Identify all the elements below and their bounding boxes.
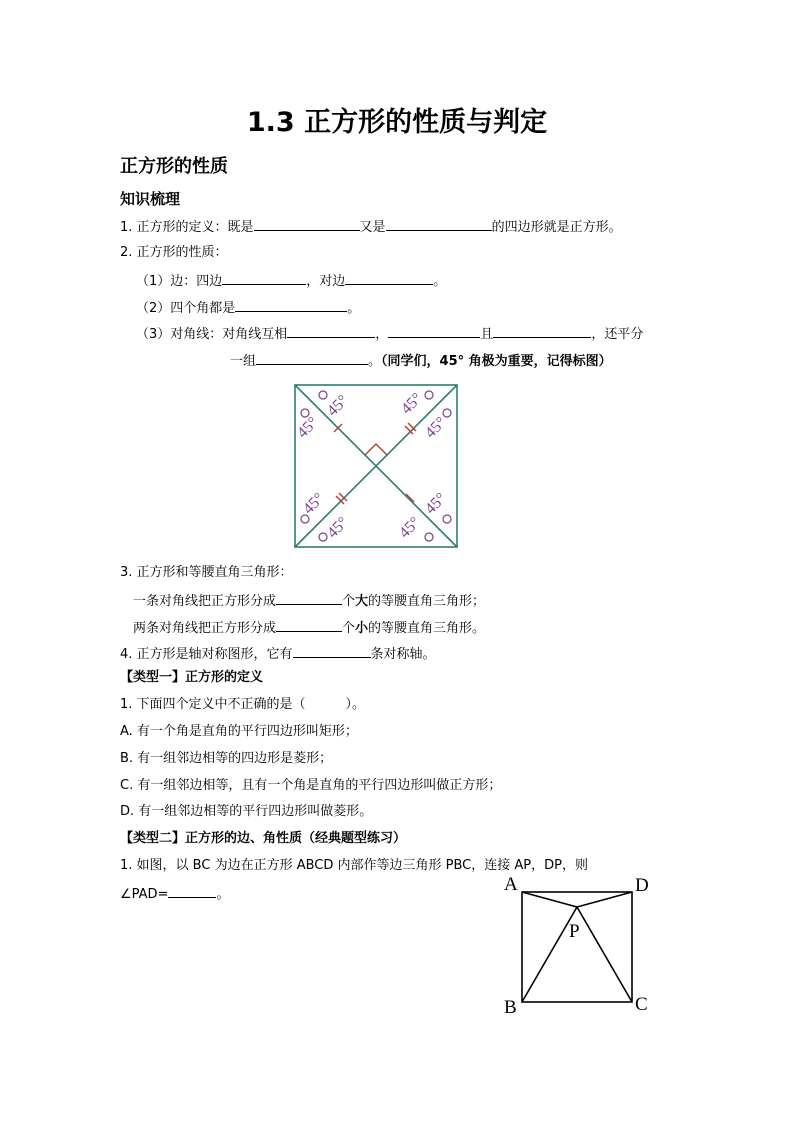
angle-label: 45° [323, 391, 352, 420]
angle-label: 45° [421, 413, 450, 442]
type2-heading: 【类型二】正方形的边、角性质（经典题型练习） [120, 831, 407, 846]
square-abcd-figure [498, 872, 668, 1022]
option-b: B. 有一组邻边相等的四边形是菱形； [120, 751, 333, 766]
segment-ap [522, 892, 577, 907]
square-diagonals-figure [293, 383, 463, 553]
angle-label: 45° [395, 513, 424, 542]
segment-cp [577, 907, 632, 1002]
vertex-label-d: D [635, 875, 649, 896]
knowledge-item-4: 4. 正方形是轴对称图形，它有 条对称轴。 [120, 643, 436, 665]
right-angle-mark [365, 444, 387, 455]
page-title: 1.3 正方形的性质与判定 [246, 107, 548, 138]
type1-heading: 【类型一】正方形的定义 [120, 670, 264, 685]
knowledge-item-2c-cont: 一组 。（同学们，45° 角极为重要，记得标图） [230, 350, 612, 372]
angle-label: 45° [293, 413, 322, 442]
knowledge-item-2c: （3）对角线：对角线互相 ， 且 ，还平分 [136, 323, 643, 345]
section-title: 正方形的性质 [120, 156, 228, 177]
vertex-label-a: A [504, 874, 518, 895]
knowledge-item-3a: 一条对角线把正方形分成 个大的等腰直角三角形； [133, 590, 485, 612]
equal-tick-marks [334, 423, 416, 504]
vertex-label-b: B [504, 997, 517, 1018]
knowledge-item-3: 3. 正方形和等腰直角三角形： [120, 565, 293, 580]
segment-dp [577, 892, 632, 907]
angle-label: 45° [299, 489, 328, 518]
angle-label: 45° [421, 489, 450, 518]
vertex-label-c: C [635, 994, 648, 1015]
option-c: C. 有一组邻边相等，且有一个角是直角的平行四边形叫做正方形； [120, 778, 502, 793]
option-d: D. 有一组邻边相等的平行四边形叫做菱形。 [120, 804, 373, 819]
type2-question-line1: 1. 如图，以 BC 为边在正方形 ABCD 内部作等边三角形 PBC，连接 AP，DP，则 [120, 858, 588, 873]
knowledge-item-2: 2. 正方形的性质： [120, 245, 228, 260]
vertex-label-p: P [569, 921, 580, 942]
angle-label: 45° [397, 389, 426, 418]
angle-label: 45° [323, 513, 352, 542]
type1-question: 1. 下面四个定义中不正确的是（ ）。 [120, 697, 366, 712]
knowledge-item-2a: （1）边：四边 ，对边 。 [136, 270, 446, 292]
type2-question-line2: ∠PAD= 。 [120, 883, 229, 905]
subsection-title: 知识梳理 [120, 190, 181, 208]
knowledge-item-1: 1. 正方形的定义：既是 又是 的四边形就是正方形。 [120, 216, 622, 238]
knowledge-item-2b: （2）四个角都是 。 [136, 297, 360, 319]
knowledge-item-3b: 两条对角线把正方形分成 个小的等腰直角三角形。 [133, 617, 485, 639]
option-a: A. 有一个角是直角的平行四边形叫矩形； [120, 724, 358, 739]
